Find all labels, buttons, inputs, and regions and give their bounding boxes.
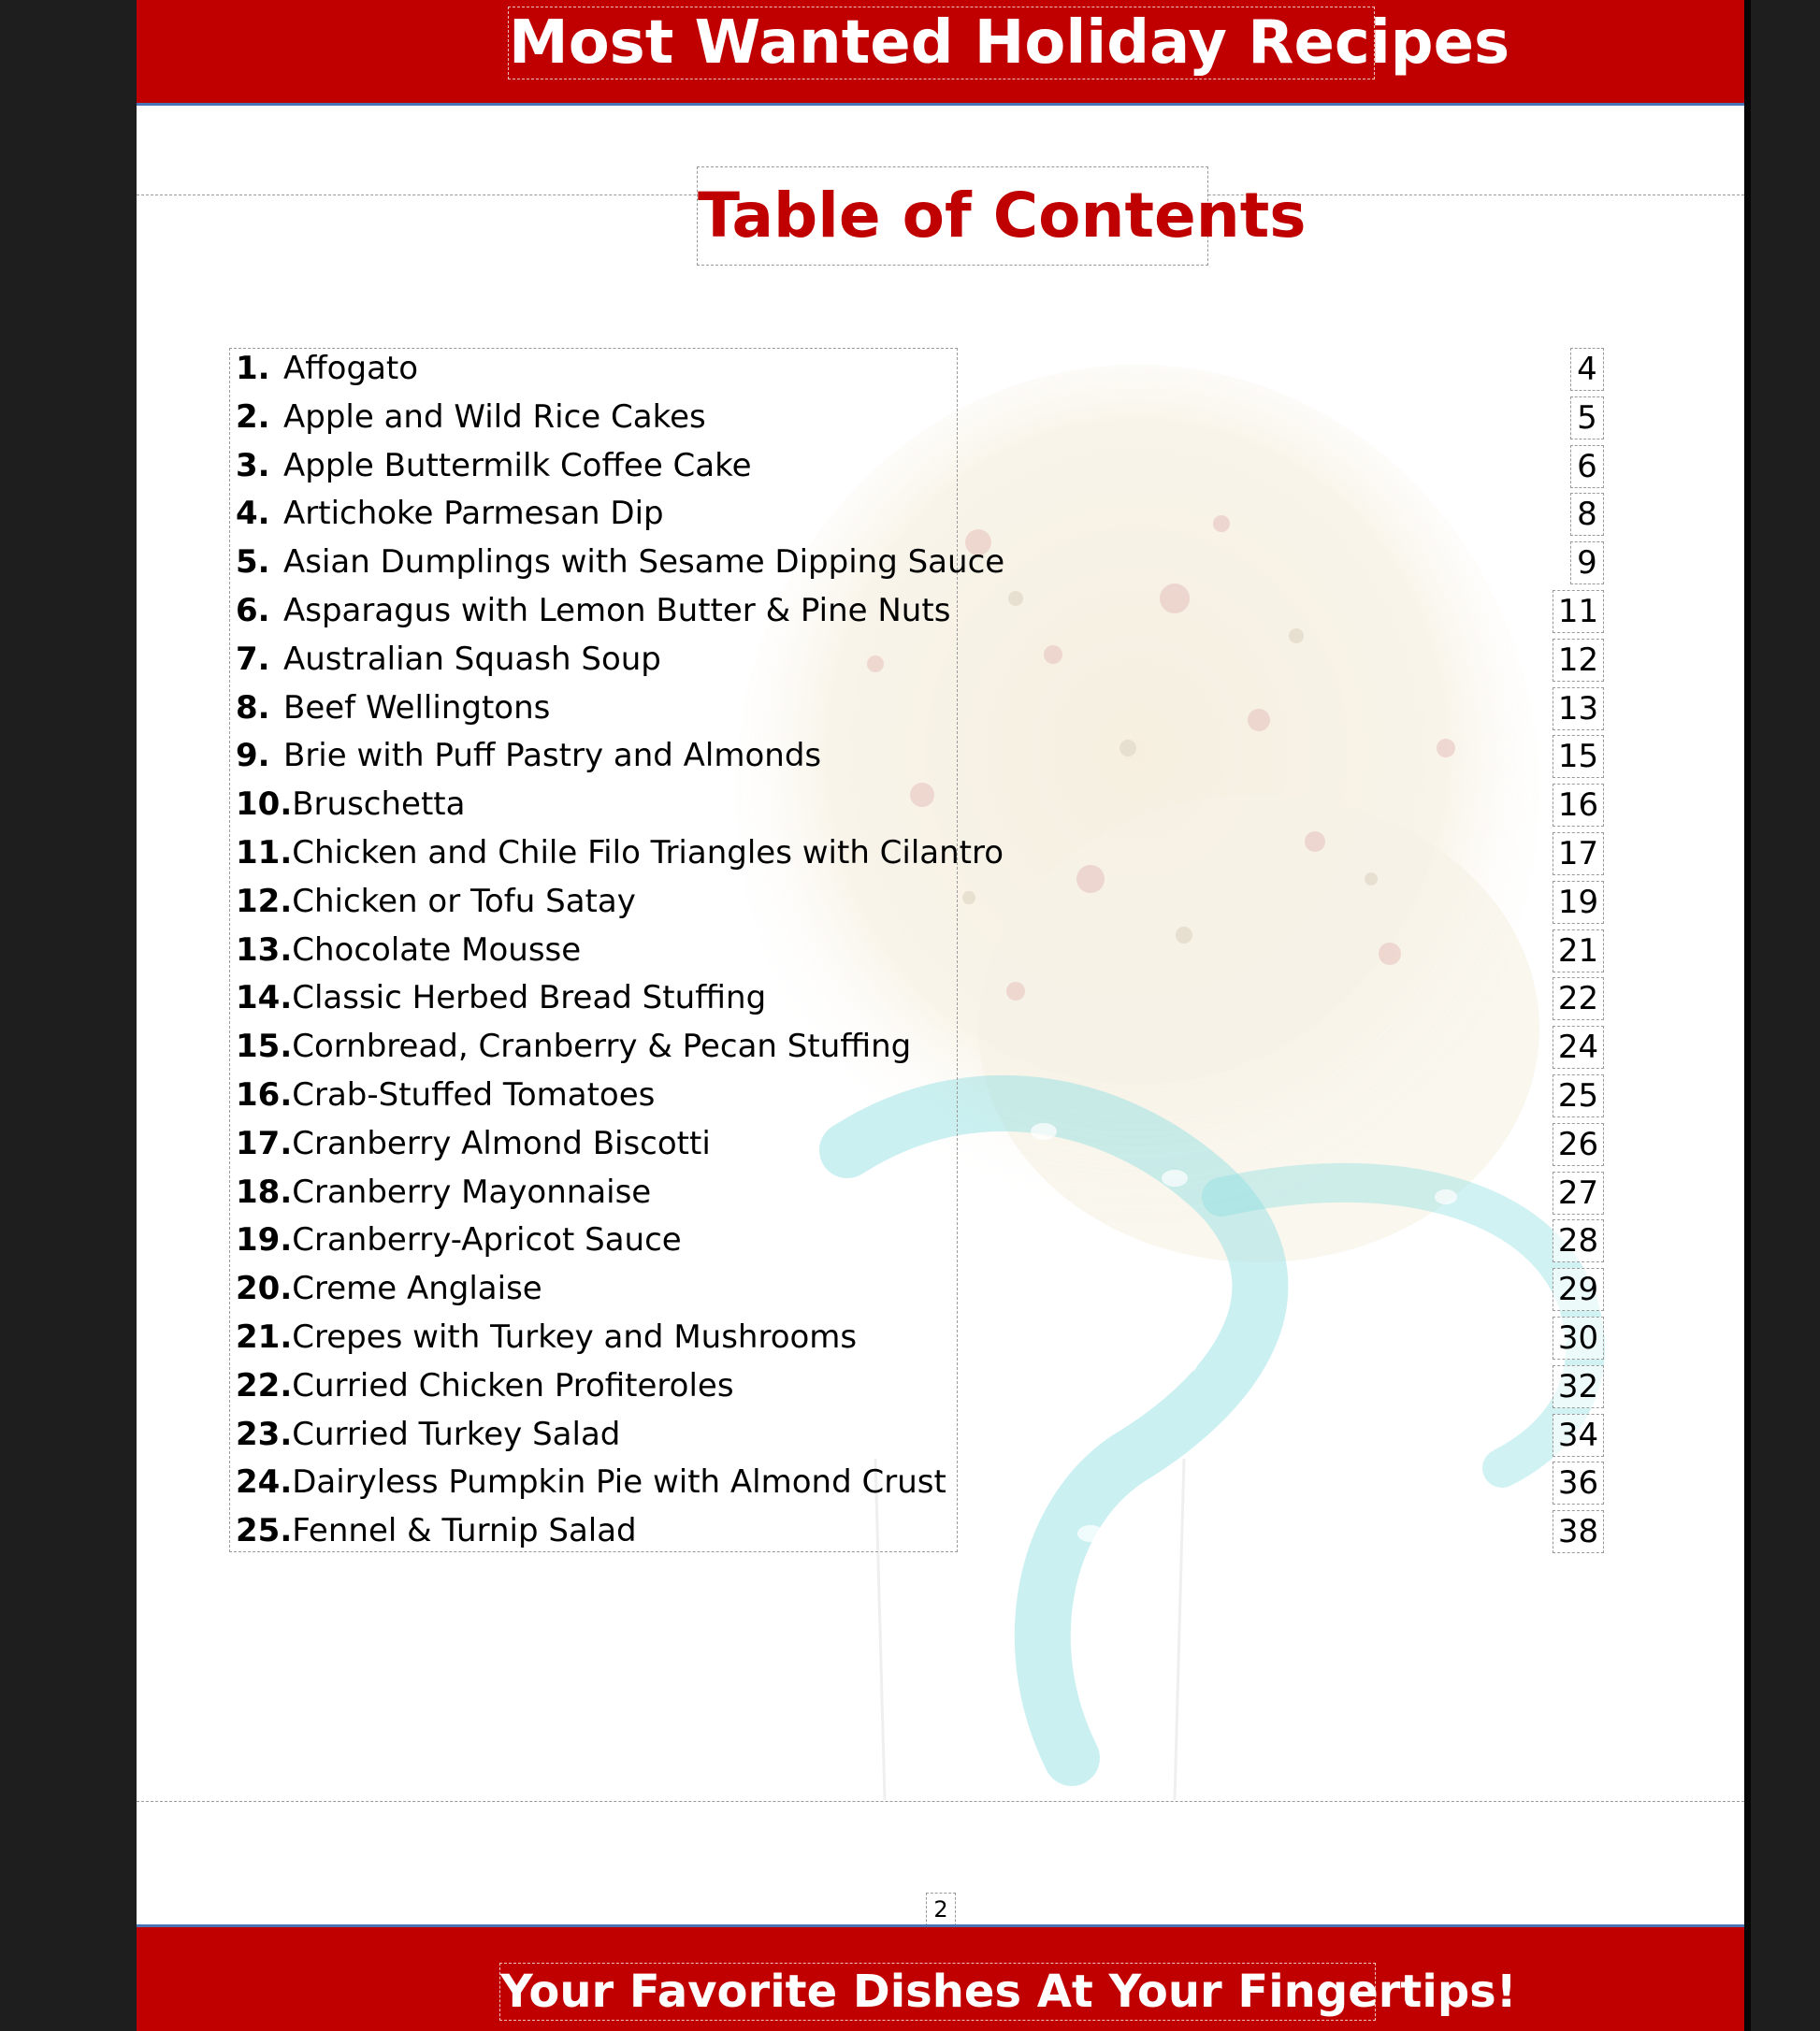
toc-entry-title: Cornbread, Cranberry & Pecan Stuffing [292,1028,912,1066]
toc-entry[interactable] [236,1410,984,1459]
toc-entry-title: Creme Anglaise [292,1270,542,1308]
toc-entry[interactable] [236,635,984,684]
toc-entry-number: 11. [236,834,293,871]
toc-entry-number: 20. [236,1270,293,1308]
toc-entry-number: 1. [236,350,270,387]
toc-entry[interactable] [236,586,984,635]
toc-entry-title: Affogato [283,350,419,387]
toc-entry[interactable] [236,973,984,1022]
toc-entry-title: Asparagus with Lemon Butter & Pine Nuts [283,592,951,629]
toc-entry-title: Cranberry-Apricot Sauce [292,1221,682,1260]
toc-entry-page[interactable]: 22 [1553,977,1604,1020]
toc-entry-page[interactable]: 5 [1570,396,1604,439]
toc-entry-number: 6. [236,592,270,629]
toc-entry-number: 17. [236,1124,293,1162]
toc-entry-title: Bruschetta [292,785,466,824]
toc-entry[interactable] [236,1022,984,1071]
toc-entry-page[interactable]: 32 [1553,1365,1604,1408]
toc-entry-number: 24. [236,1463,293,1502]
page-number[interactable]: 2 [926,1893,956,1926]
toc-entry-number: 2. [236,397,270,436]
footer-title[interactable]: Your Favorite Dishes At Your Fingertips! [499,1963,1376,2021]
toc-entry-title: Cranberry Mayonnaise [292,1173,652,1211]
toc-entry-number: 5. [236,543,270,582]
toc-entry-title: Crab-Stuffed Tomatoes [292,1076,656,1114]
toc-entry[interactable] [236,877,984,926]
toc-entry[interactable] [236,1313,984,1361]
toc-entry-title: Fennel & Turnip Salad [292,1512,637,1550]
toc-entry-page[interactable]: 28 [1553,1219,1604,1262]
toc-entry-number: 18. [236,1173,293,1211]
header-band [137,0,1744,106]
toc-entry-number: 10. [236,785,293,824]
toc-entry-page[interactable]: 25 [1553,1074,1604,1117]
toc-entry-title: Chocolate Mousse [292,930,582,969]
toc-title[interactable]: Table of Contents [697,166,1208,266]
toc-entry[interactable] [236,1458,984,1506]
toc-entry-number: 3. [236,446,270,484]
toc-entry-page[interactable]: 38 [1553,1510,1604,1553]
toc-entry-page[interactable]: 36 [1553,1462,1604,1505]
toc-entry[interactable] [236,1361,984,1410]
toc-entry-title: Beef Wellingtons [283,688,551,727]
toc-entry[interactable] [236,393,984,441]
document-page [137,0,1744,2031]
toc-entry-number: 22. [236,1366,293,1404]
toc-entry-page[interactable]: 9 [1570,541,1604,584]
toc-entry-page[interactable]: 16 [1553,784,1604,827]
toc-entry[interactable] [236,828,1004,877]
toc-entry[interactable] [236,441,984,490]
toc-entry-page[interactable]: 27 [1553,1172,1604,1215]
toc-entry-number: 12. [236,882,293,920]
toc-entry[interactable] [236,1506,984,1555]
toc-entry-number: 25. [236,1512,293,1550]
toc-entry-title: Classic Herbed Bread Stuffing [292,979,767,1017]
toc-entry-title: Chicken and Chile Filo Triangles with Cilantro [292,834,1004,871]
toc-entry-title: Crepes with Turkey and Mushrooms [292,1318,858,1356]
toc-entry-number: 15. [236,1028,293,1066]
toc-entry-title: Australian Squash Soup [283,640,661,678]
toc-entry[interactable] [236,1168,984,1217]
toc-entry-title: Artichoke Parmesan Dip [283,495,664,533]
toc-entry-number: 13. [236,930,293,969]
toc-entry-number: 21. [236,1318,293,1356]
toc-entry-title: Curried Chicken Profiteroles [292,1366,734,1404]
toc-entry-page[interactable]: 13 [1553,687,1604,730]
toc-entry-page[interactable]: 15 [1553,735,1604,778]
toc-entry[interactable] [236,731,984,780]
toc-entry[interactable] [236,1264,984,1313]
toc-entry[interactable] [236,344,984,393]
toc-entry-page[interactable]: 34 [1553,1414,1604,1457]
toc-entry-title: Brie with Puff Pastry and Almonds [283,737,822,775]
toc-entry-page[interactable]: 19 [1553,881,1604,924]
toc-entry[interactable] [236,538,1005,586]
toc-entry-page[interactable]: 8 [1570,493,1604,536]
toc-entry-number: 23. [236,1415,293,1453]
toc-entry-title: Chicken or Tofu Satay [292,882,636,920]
toc-entry-page[interactable]: 11 [1553,590,1604,633]
window-edge [1744,0,1751,2031]
toc-entry-number: 19. [236,1221,293,1260]
toc-entry-number: 14. [236,979,293,1017]
toc-entry-page[interactable]: 21 [1553,929,1604,972]
toc-entry-page[interactable]: 24 [1553,1026,1604,1069]
toc-entry-number: 8. [236,688,270,727]
toc-entry[interactable] [236,926,984,974]
toc-entry-title: Apple and Wild Rice Cakes [283,397,706,436]
toc-entry[interactable] [236,1071,984,1119]
toc-entry-page[interactable]: 6 [1570,445,1604,488]
toc-entry[interactable] [236,684,984,732]
toc-entry-page[interactable]: 17 [1553,832,1604,875]
toc-entry-page[interactable]: 26 [1553,1123,1604,1166]
toc-entry-number: 16. [236,1076,293,1114]
toc-entry-title: Curried Turkey Salad [292,1415,621,1453]
toc-entry-number: 4. [236,495,270,533]
toc-entry-page[interactable]: 29 [1553,1268,1604,1311]
toc-entry-title: Asian Dumplings with Sesame Dipping Sauce [283,543,1005,582]
toc-entry-title: Cranberry Almond Biscotti [292,1124,711,1162]
toc-entry[interactable] [236,1119,984,1168]
toc-entry-number: 7. [236,640,270,678]
toc-entry-title: Dairyless Pumpkin Pie with Almond Crust [292,1463,946,1502]
header-title[interactable]: Most Wanted Holiday Recipes [509,8,1510,78]
toc-entry-page[interactable]: 30 [1553,1317,1604,1360]
toc-entry-page[interactable]: 12 [1553,639,1604,682]
toc-entry-title: Apple Buttermilk Coffee Cake [283,446,752,484]
toc-entry-page[interactable]: 4 [1570,348,1604,391]
footer-divider [137,1801,1744,1802]
toc-entry[interactable] [236,780,984,828]
toc-entry[interactable] [236,1216,984,1264]
toc-entry-number: 9. [236,737,270,775]
toc-entry[interactable] [236,489,984,538]
footer-band [137,1924,1744,2031]
